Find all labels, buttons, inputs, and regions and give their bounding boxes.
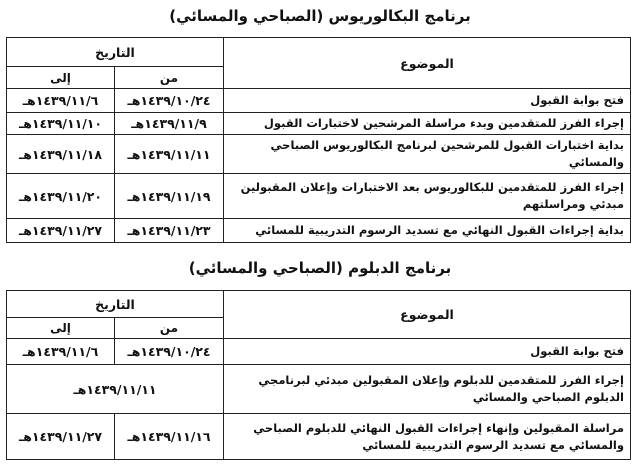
from-date-cell: ١٤٣٩/١١/١١هـ xyxy=(115,135,224,174)
subject-cell: فتح بوابة القبول xyxy=(224,89,631,113)
from-date-cell: ١٤٣٩/١٠/٢٤هـ xyxy=(115,339,224,365)
to-date-cell: ١٤٣٩/١١/١٠هـ xyxy=(7,113,115,135)
from-date-cell: ١٤٣٩/١١/١٩هـ xyxy=(115,174,224,219)
subject-cell: إجراء الفرز للمتقدمين للدبلوم وإعلان المقبولين مبدئي لبرنامجي الدبلوم الصباحي والمسائي xyxy=(224,365,631,414)
subject-cell: بداية إجراءات القبول النهائي مع تسديد الرسوم التدريبية للمسائي xyxy=(224,219,631,243)
to-column-header: إلى xyxy=(7,318,115,339)
from-column-header: من xyxy=(115,67,224,89)
table-row xyxy=(7,219,631,243)
table-row xyxy=(7,365,631,414)
table-row xyxy=(7,89,631,113)
to-date-cell: ١٤٣٩/١١/٦هـ xyxy=(7,89,115,113)
to-date-cell: ١٤٣٩/١١/٢٧هـ xyxy=(7,414,115,460)
merged-date-cell: ١٤٣٩/١١/١١هـ xyxy=(7,365,224,414)
to-column-header: إلى xyxy=(7,67,115,89)
to-date-cell: ١٤٣٩/١١/٢٧هـ xyxy=(7,219,115,243)
from-column-header: من xyxy=(115,318,224,339)
bachelor-title: برنامج البكالوريوس (الصباحي والمسائي) xyxy=(169,7,471,25)
from-date-cell: ١٤٣٩/١٠/٢٤هـ xyxy=(115,89,224,113)
subject-column-header: الموضوع xyxy=(224,291,631,339)
table-row xyxy=(7,339,631,365)
subject-column-header: الموضوع xyxy=(224,38,631,89)
diploma-title: برنامج الدبلوم (الصباحي والمسائي) xyxy=(188,259,452,277)
diploma-schedule-table xyxy=(6,290,631,460)
subject-cell: مراسلة المقبولين وإنهاء إجراءات القبول النهائي للدبلوم الصباحي والمسائي مع تسديد الرسوم التدريبية للمسائي xyxy=(224,414,631,460)
date-column-header: التاريخ xyxy=(7,38,224,67)
date-column-header: التاريخ xyxy=(7,291,224,318)
subject-cell: بداية اختبارات القبول للمرشحين لبرنامج البكالوريوس الصباحي والمسائي xyxy=(224,135,631,174)
to-date-cell: ١٤٣٩/١١/٢٠هـ xyxy=(7,174,115,219)
table-row xyxy=(7,174,631,219)
table-row xyxy=(7,113,631,135)
table-row xyxy=(7,135,631,174)
from-date-cell: ١٤٣٩/١١/٢٣هـ xyxy=(115,219,224,243)
bachelor-schedule-table xyxy=(6,37,631,243)
from-date-cell: ١٤٣٩/١١/٩هـ xyxy=(115,113,224,135)
table-row xyxy=(7,414,631,460)
from-date-cell: ١٤٣٩/١١/١٦هـ xyxy=(115,414,224,460)
subject-cell: إجراء الفرز للمتقدمين وبدء مراسلة المرشحين لاختبارات القبول xyxy=(224,113,631,135)
to-date-cell: ١٤٣٩/١١/٦هـ xyxy=(7,339,115,365)
to-date-cell: ١٤٣٩/١١/١٨هـ xyxy=(7,135,115,174)
subject-cell: فتح بوابة القبول xyxy=(224,339,631,365)
subject-cell: إجراء الفرز للمتقدمين للبكالوريوس بعد الاختبارات وإعلان المقبولين مبدئي ومراسلتهم xyxy=(224,174,631,219)
